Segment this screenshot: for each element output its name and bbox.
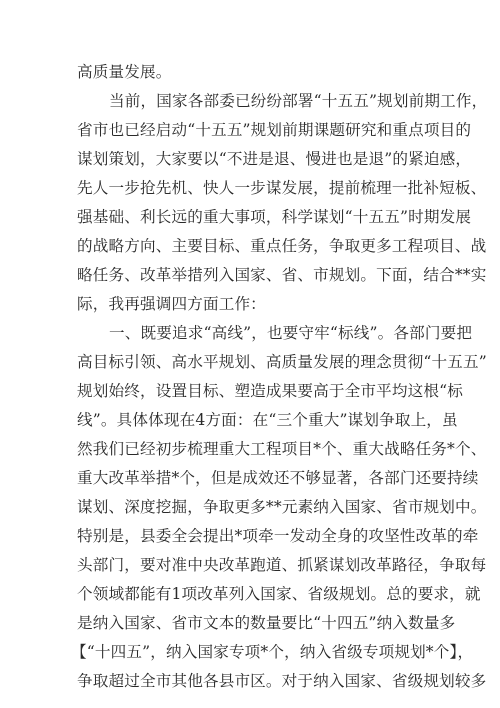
text-line: 是纳入国家、省市文本的数量要比“十四五”纳入数量多 <box>77 614 456 632</box>
text-line: 略任务、改革举措列入国家、省、市规划。下面，结合**实 <box>77 266 487 284</box>
text-line: 谋划、深度挖掘，争取更多**元素纳入国家、省市规划中。 <box>77 498 487 516</box>
text-line: 【“十四五”，纳入国家专项*个，纳入省级专项规划*个】， <box>71 643 474 661</box>
text-line: 省市也已经启动“十五五”规划前期课题研究和重点项目的 <box>77 121 472 139</box>
text-line: 线”。具体体现在4方面：在“三个重大”谋划争取上，虽 <box>77 411 458 429</box>
paragraph-first-line: 一、既要追求“高线”，也要守牢“标线”。各部门要把 <box>109 324 473 342</box>
text-line: 谋划策划，大家要以“不进是退、慢进也是退”的紧迫感， <box>77 150 472 168</box>
text-line: 的战略方向、主要目标、重点任务，争取更多工程项目、战 <box>77 237 487 255</box>
text-line: 特别是，县委全会提出*项牵一发动全身的攻坚性改革的牵 <box>77 527 479 545</box>
text-line: 规划始终，设置目标、塑造成果要高于全市平均这根“标 <box>77 382 463 400</box>
text-line: 际，我再强调四方面工作： <box>77 295 266 313</box>
paragraph-first-line: 当前，国家各部委已纷纷部署“十五五”规划前期工作， <box>109 92 488 110</box>
text-line: 先人一步抢先机、快人一步谋发展，提前梳理一批补短板、 <box>77 179 487 197</box>
text-line: 争取超过全市其他各县市区。对于纳入国家、省级规划较多 <box>77 672 487 690</box>
text-line: 然我们已经初步梳理重大工程项目*个、重大战略任务*个、 <box>77 440 487 458</box>
text-line: 高目标引领、高水平规划、高质量发展的理念贯彻“十五五” <box>77 353 487 371</box>
text-line: 重大改革举措*个，但是成效还不够显著，各部门还要持续 <box>77 469 479 487</box>
text-line: 高质量发展。 <box>77 63 172 81</box>
text-line: 个领域都能有1项改革列入国家、省级规划。总的要求，就 <box>77 585 481 603</box>
text-line: 强基础、利长远的重大事项，科学谋划“十五五”时期发展 <box>77 208 472 226</box>
text-line: 头部门，要对准中央改革跑道、抓紧谋划改革路径，争取每 <box>77 556 487 574</box>
